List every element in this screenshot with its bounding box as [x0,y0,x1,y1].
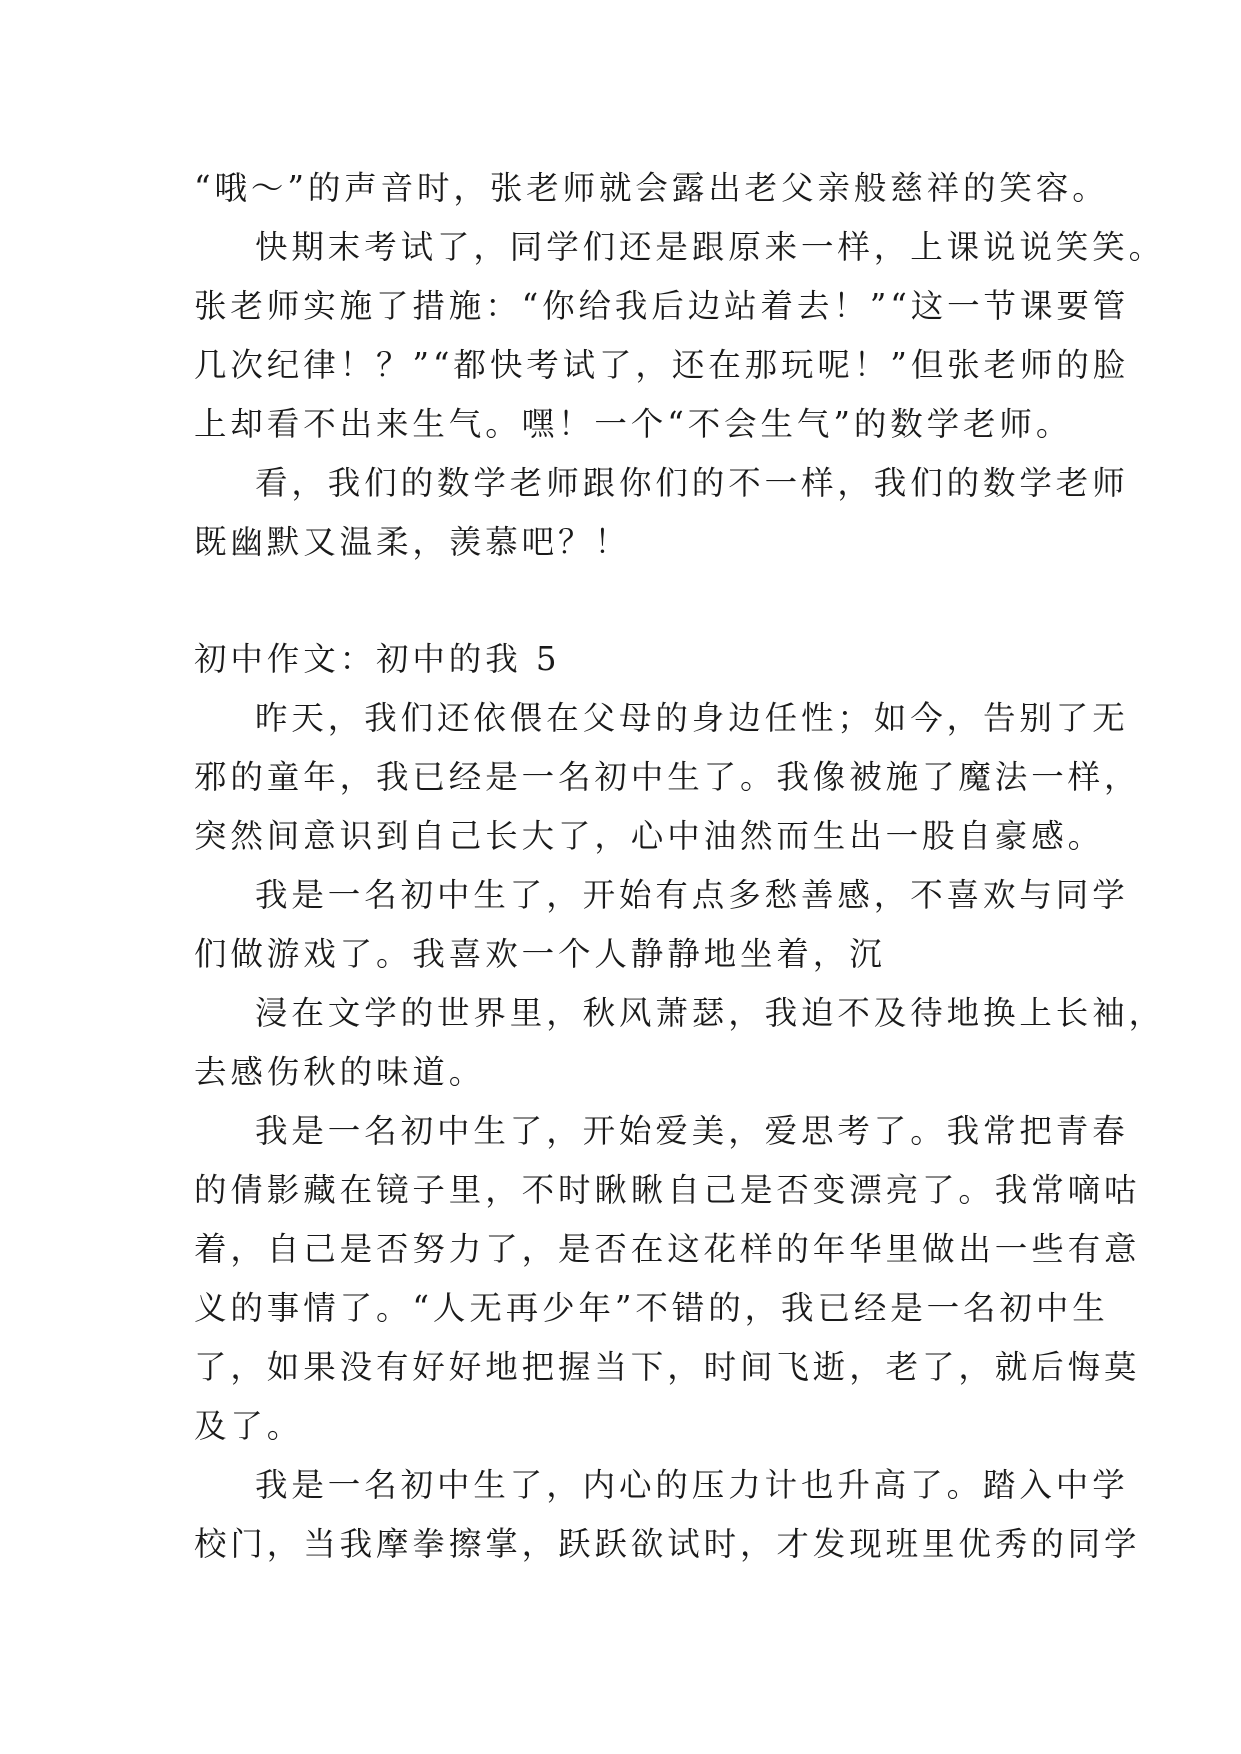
paragraph-first-line: 快期末考试了，同学们还是跟原来一样，上课说说笑笑。 [255,228,1166,266]
text-line: 了，如果没有好好地把握当下，时间飞逝，老了，就后悔莫 [194,1348,1141,1386]
text-line: 几次纪律！？”“都快考试了，还在那玩呢！”但张老师的脸 [194,346,1130,384]
paragraph-first-line: 浸在文学的世界里，秋风萧瑟，我迫不及待地换上长袖， [255,994,1166,1032]
text-line: 邪的童年，我已经是一名初中生了。我像被施了魔法一样， [194,758,1141,796]
text-line: 上却看不出来生气。嘿！一个“不会生气”的数学老师。 [194,405,1073,443]
text-line: 们做游戏了。我喜欢一个人静静地坐着，沉 [194,935,886,973]
section-title: 初中作文：初中的我 5 [194,640,561,678]
text-line: 着，自己是否努力了，是否在这花样的年华里做出一些有意 [194,1230,1141,1268]
text-line: 校门，当我摩拳擦掌，跃跃欲试时，才发现班里优秀的同学 [194,1525,1141,1563]
text-line: 义的事情了。“人无再少年”不错的，我已经是一名初中生 [194,1289,1109,1327]
paragraph-first-line: 昨天，我们还依偎在父母的身边任性；如今，告别了无 [255,699,1129,737]
text-line: 去感伤秋的味道。 [194,1053,486,1091]
text-line: 既幽默又温柔，羡慕吧？！ [194,523,631,561]
text-line: 突然间意识到自己长大了，心中油然而生出一股自豪感。 [194,817,1105,855]
paragraph-first-line: 我是一名初中生了，开始有点多愁善感，不喜欢与同学 [255,876,1129,914]
paragraph-first-line: 我是一名初中生了，开始爱美，爱思考了。我常把青春 [255,1112,1129,1150]
text-line: 的倩影藏在镜子里，不时瞅瞅自己是否变漂亮了。我常嘀咕 [194,1171,1141,1209]
text-line: 及了。 [194,1407,304,1445]
text-line: “哦～”的声音时，张老师就会露出老父亲般慈祥的笑容。 [194,169,1109,207]
paragraph-first-line: 我是一名初中生了，内心的压力计也升高了。踏入中学 [255,1466,1129,1504]
text-line: 张老师实施了措施：“你给我后边站着去！”“这一节课要管 [194,287,1130,325]
paragraph-first-line: 看，我们的数学老师跟你们的不一样，我们的数学老师 [255,464,1129,502]
